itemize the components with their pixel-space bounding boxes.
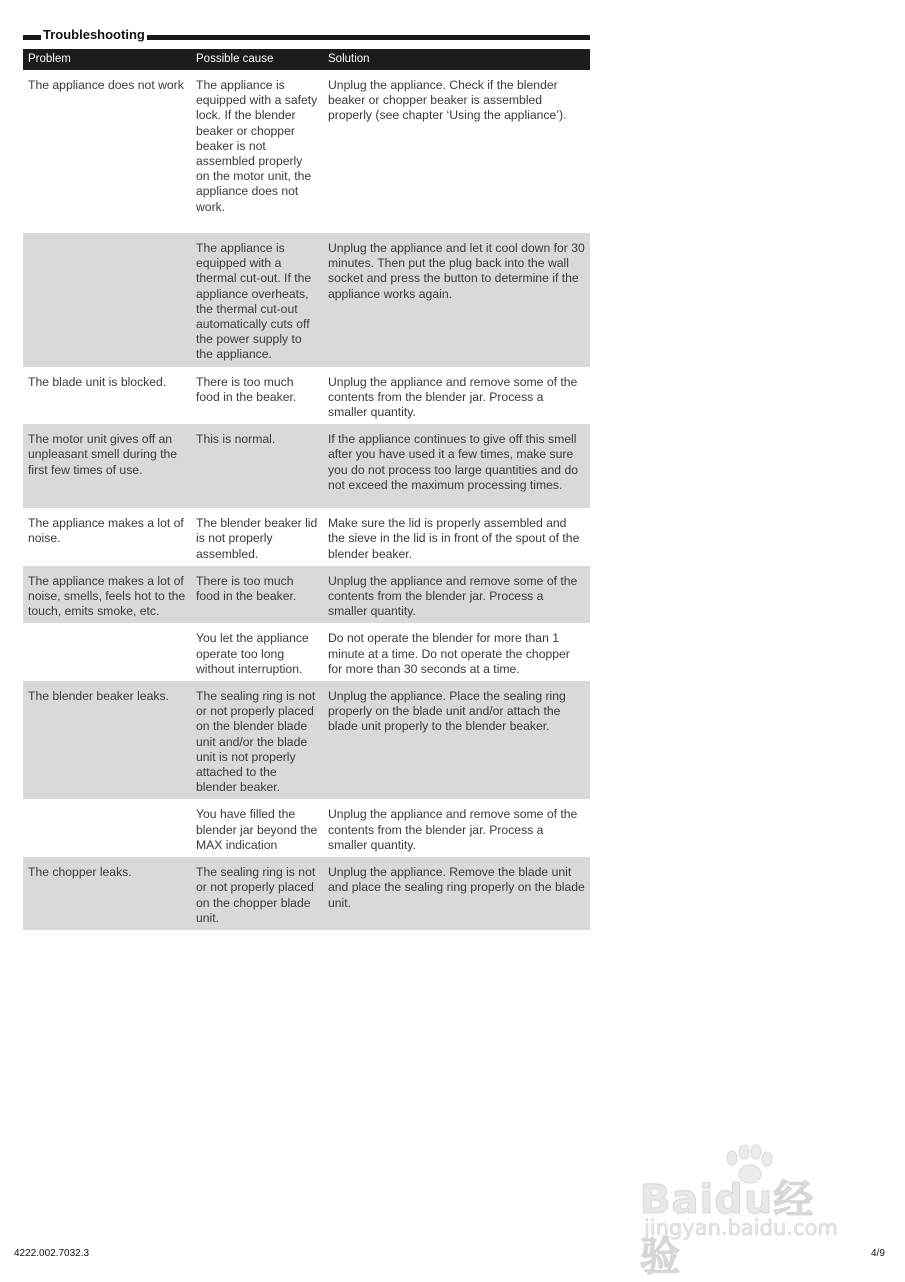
cell-solution: Unplug the appliance and remove some of the contents from the blender jar. Process a smaller quantity. [323, 566, 590, 624]
cell-problem: The appliance does not work [23, 70, 191, 233]
cell-solution: Unplug the appliance. Place the sealing ring properly on the blade unit and/or attach the blade unit properly to the blender beaker. [323, 681, 590, 799]
cell-cause: The sealing ring is not or not properly placed on the chopper blade unit. [191, 857, 323, 930]
table-row [23, 566, 590, 624]
table-row [23, 799, 590, 857]
cell-solution: Do not operate the blender for more than 1 minute at a time. Do not operate the chopper for more than 30 seconds at a time. [323, 623, 590, 681]
cell-problem: The motor unit gives off an unpleasant smell during the first few times of use. [23, 424, 191, 508]
table-row [23, 508, 590, 566]
cell-cause: The blender beaker lid is not properly assembled. [191, 508, 323, 566]
cell-cause: There is too much food in the beaker. [191, 566, 323, 624]
cell-cause: This is normal. [191, 424, 323, 508]
section-heading-bar [23, 27, 590, 42]
cell-cause: You have filled the blender jar beyond the MAX indication [191, 799, 323, 857]
cell-problem: The appliance makes a lot of noise. [23, 508, 191, 566]
cell-solution: Make sure the lid is properly assembled and the sieve in the lid is in front of the spout of the blender beaker. [323, 508, 590, 566]
cell-problem: The appliance makes a lot of noise, smells, feels hot to the touch, emits smoke, etc. [23, 566, 191, 624]
header-problem: Problem [23, 49, 191, 70]
cell-cause: There is too much food in the beaker. [191, 367, 323, 425]
table-row [23, 681, 590, 799]
table-row [23, 70, 590, 233]
header-solution: Solution [323, 49, 590, 70]
table-row [23, 857, 590, 930]
table-row [23, 623, 590, 681]
cell-solution: Unplug the appliance. Check if the blender beaker or chopper beaker is assembled properly (see chapter ‘Using the appliance’). [323, 70, 590, 233]
heading-rule-stub [23, 35, 41, 40]
watermark-logo-text: Baidu经验 [640, 1177, 815, 1280]
cell-cause: The sealing ring is not or not properly placed on the blender blade unit and/or the blade unit is not properly attached to the blender beaker. [191, 681, 323, 799]
baidu-watermark [640, 1140, 850, 1280]
section-title: Troubleshooting [43, 27, 145, 42]
cell-problem: The chopper leaks. [23, 857, 191, 930]
cell-solution: Unplug the appliance and let it cool down for 30 minutes. Then put the plug back into the wall socket and press the button to determine if the appliance works again. [323, 233, 590, 367]
header-cause: Possible cause [191, 49, 323, 70]
cell-solution: If the appliance continues to give off this smell after you have used it a few times, make sure you do not process too large quantities and do not exceed the maximum processing times. [323, 424, 590, 508]
cell-cause: You let the appliance operate too long without interruption. [191, 623, 323, 681]
cell-solution: Unplug the appliance and remove some of the contents from the blender jar. Process a smaller quantity. [323, 799, 590, 857]
cell-solution: Unplug the appliance. Remove the blade unit and place the sealing ring properly on the blade unit. [323, 857, 590, 930]
table-row [23, 424, 590, 508]
cell-problem: The blender beaker leaks. [23, 681, 191, 799]
document-number: 4222.002.7032.3 [14, 1248, 90, 1259]
troubleshooting-table [23, 49, 590, 930]
page-number: 4/9 [871, 1248, 885, 1259]
watermark-url: jingyan.baidu.com [644, 1216, 838, 1240]
cell-cause: The appliance is equipped with a thermal cut-out. If the appliance overheats, the thermal cut-out automatically cuts off the power supply to the appliance. [191, 233, 323, 367]
cell-solution: Unplug the appliance and remove some of the contents from the blender jar. Process a smaller quantity. [323, 367, 590, 425]
cell-problem [23, 233, 191, 367]
cell-cause: The appliance is equipped with a safety lock. If the blender beaker or chopper beaker is not assembled properly on the motor unit, the appliance does not work. [191, 70, 323, 233]
table-row [23, 367, 590, 425]
table-header-row [23, 49, 590, 70]
cell-problem: The blade unit is blocked. [23, 367, 191, 425]
cell-problem [23, 623, 191, 681]
cell-problem [23, 799, 191, 857]
table-row [23, 233, 590, 367]
